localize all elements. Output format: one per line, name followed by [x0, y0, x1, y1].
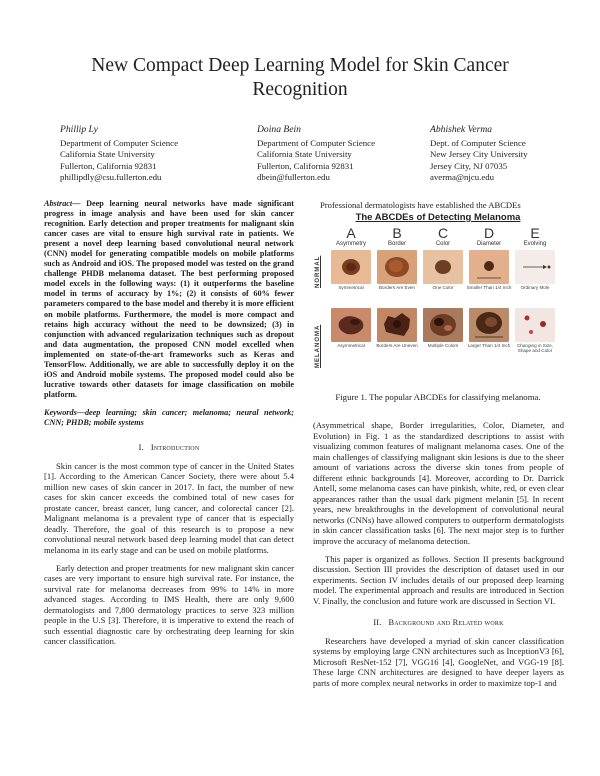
author-dept: Department of Computer Science: [257, 138, 375, 149]
author-dept: Department of Computer Science: [60, 138, 178, 149]
author-email: averma@njcu.edu: [430, 171, 495, 182]
background-paragraph-1: Researchers have developed a myriad of skin cancer classification systems by employing large CNN architectures such as InceptionV3 [6], Microsoft ResNet-152 [7], VGG16 [4], GoogleNet, and VGG-19 [8]. These large CNN architectures are designed to have deeper layers as parts of more complex neural networks in order to maximize top-1 and: [313, 635, 564, 689]
section-title: Background and Related work: [388, 618, 504, 628]
lesion-image-normal-evolving: [515, 250, 555, 284]
header-border: Border: [387, 241, 406, 247]
letter-c: C: [437, 225, 449, 241]
author-org: New Jersey City University: [430, 149, 528, 160]
letter-a: A: [346, 225, 356, 241]
lesion-image-normal-border: [377, 250, 417, 284]
intro-paragraph-2: Early detection and proper treatments for new malignant skin cancer cases are very important to ensure high survival rate. For instance, the survival rate for melanoma decreases from 99% to 14% in more advanced stages. According to IMS Health, there are only 9,600 dermatologists and 7,800 dermatology practices to serve 323 million people in the U.S [3]. Therefore, it is imperative to extend the reach of such essential diagnostic care by orchestrating deep learning for skin cancer classification.: [44, 562, 294, 647]
author-name: Doina Bein: [257, 124, 301, 135]
caption-normal-evolving: Ordinary Mole: [520, 285, 550, 290]
header-diameter: Diameter: [476, 241, 502, 247]
section-heading-background: [313, 618, 564, 629]
lesion-image-normal-color: [423, 250, 463, 284]
letter-e: E: [530, 225, 540, 241]
caption-melanoma-asymmetry: Asymmetrical: [337, 343, 365, 348]
abstract-lead: Abstract: [44, 199, 73, 208]
lesion-image-normal-asymmetry: [331, 250, 371, 284]
section-heading-introduction: [44, 443, 294, 454]
right-paragraph-2: This paper is organized as follows. Section II presents background discussion. Section III provides the description of dataset used in our experiments. Section IV includes details of our proposed deep learning model. The experimental approach and results are introduced in Section V. Finally, the conclusion and future work are discussed in Section VI.: [313, 553, 564, 606]
keywords: Keywords—deep learning; skin cancer; melanoma; neural network; CNN; PHDB; mobile systems: [44, 407, 294, 427]
figure-caption: Figure 1. The popular ABCDEs for classifying melanoma.: [335, 392, 541, 402]
row-label-melanoma: MELANOMA: [315, 324, 321, 368]
caption-normal-border: Borders Are Even: [378, 285, 415, 290]
caption-melanoma-diameter: Larger Than 1/4 Inch: [467, 343, 511, 348]
letter-d: D: [483, 225, 495, 241]
lesion-image-melanoma-border: [377, 308, 417, 342]
caption-normal-diameter: Smaller Than 1/4 Inch: [466, 285, 512, 290]
author-3: [430, 124, 570, 183]
paper-title: New Compact Deep Learning Model for Skin Cancer Recognition: [91, 55, 509, 100]
right-paragraph-1: (Asymmetrical shape, Border irregularities, Color, Diameter, and Evolution) in Fig. 1 as the standardized descriptions to assist with visualizing common features of malignant melanoma cases. One of the main challenges of classifying malignant skin lesions is due to the sheer amount of variations across the diverse skin tones from people of different ethnic backgrounds [4]. Moreover, according to Dr. Darrick Antell, some melanoma cases can have pinkish, white, red, or even clear appearances rather than the usual dark pigment melanin [5]. In recent years, new breakthroughs in the development of convolutional neural networks (CNNs) have allowed computers to outperform dermatologists in skin cancer classification tasks [6]. The next major step is to further improve the accuracy of melanoma detection.: [313, 420, 564, 547]
intro-paragraph-1: Skin cancer is the most common type of cancer in the United States [1]. According to the American Cancer Society, there were about 5.4 million new cases of skin cancer in 2017. In fact, the number of new cases for skin cancer exceeds the combined total of new cases for prostate cancer, breast cancer, lung cancer, and colorectal cancer [2]. Malignant melanoma is a prevalent type of cancer that is especially deadly. Therefore, the goal of this research is to propose a new convolutional neural network based deep learning model that can detect melanoma in its early stage and can be used on mobile platforms.: [44, 460, 294, 555]
section-number: I.: [138, 443, 144, 453]
letter-b: B: [392, 225, 402, 241]
caption-normal-asymmetry: Symmetrical: [338, 285, 364, 290]
lesion-image-melanoma-asymmetry: [331, 308, 371, 342]
author-city: Fullerton, California 92831: [60, 160, 157, 171]
caption-normal-color: One Color: [432, 285, 454, 290]
left-column: [44, 199, 294, 647]
abstract: [44, 199, 294, 400]
section-title: Introduction: [150, 443, 200, 453]
author-city: Fullerton, California 92831: [257, 160, 354, 171]
author-org: California State University: [60, 149, 155, 160]
caption-melanoma-color: Multiple Colors: [427, 343, 459, 348]
lesion-image-normal-diameter: [469, 250, 509, 284]
author-name: Abhishek Verma: [430, 124, 493, 135]
author-2: [257, 124, 407, 183]
figure-abcde: [313, 212, 563, 380]
author-email: dbein@fullerton.edu: [257, 171, 330, 182]
author-1: [60, 124, 230, 183]
author-city: Jersey City, NJ 07035: [430, 160, 508, 171]
caption-melanoma-border: Borders Are Uneven: [376, 343, 418, 348]
right-column: [313, 420, 564, 689]
lesion-image-melanoma-color: [423, 308, 463, 342]
header-evolving: Evolving: [523, 241, 547, 247]
author-name: Phillip Ly: [60, 124, 98, 135]
caption-melanoma-evolving: Changing in Size, Shape and Color: [516, 343, 553, 354]
figure-title: The ABCDEs of Detecting Melanoma: [355, 212, 521, 223]
author-org: California State University: [257, 149, 352, 160]
abstract-text: — Deep learning neural networks have made significant progress in image analysis and have been used for skin cancer recognition. Early detection and proper treatments for malignant skin cancer cases are vital to ensure high survival rate in patients. We present a novel deep learning based convolutional neural network (CNN) model for generating compatible models on mobile platforms such as Android and iOS. The proposed model was tested on the grand challenge PHDB melanoma dataset. The best performing proposed model excels in the following ways: (1) it outperforms the baseline model in terms of accuracy by 1%; (2) it consists of 60% fewer parameters compared to the base model and thereby it is more efficient on mobile platforms. Furthermore, the model is more compact and retains high accuracy without the need to be downsized; (3) in conjunction with advanced regularization techniques such as dropout and data augmentation, the proposed CNN model excelled when implemented on state-of-the-art frameworks such as Keras and TensorFlow. Additionally, we are able to successfully deploy it on the iOS and Android mobile systems. The proposed model could also be lucrative towards other datasets for image classification on mobile platform.: [44, 199, 294, 399]
header-color: Color: [435, 241, 451, 247]
author-email: phillipdly@csu.fullerton.edu: [60, 171, 162, 182]
right-intro-line: Professional dermatologists have established the ABCDEs: [320, 200, 521, 210]
section-number: II.: [373, 618, 382, 628]
row-label-normal: NORMAL: [315, 255, 321, 288]
lesion-image-melanoma-diameter: [469, 308, 509, 342]
author-dept: Dept. of Computer Science: [430, 138, 526, 149]
header-asymmetry: Asymmetry: [336, 241, 366, 247]
lesion-image-melanoma-evolving: [515, 308, 555, 342]
